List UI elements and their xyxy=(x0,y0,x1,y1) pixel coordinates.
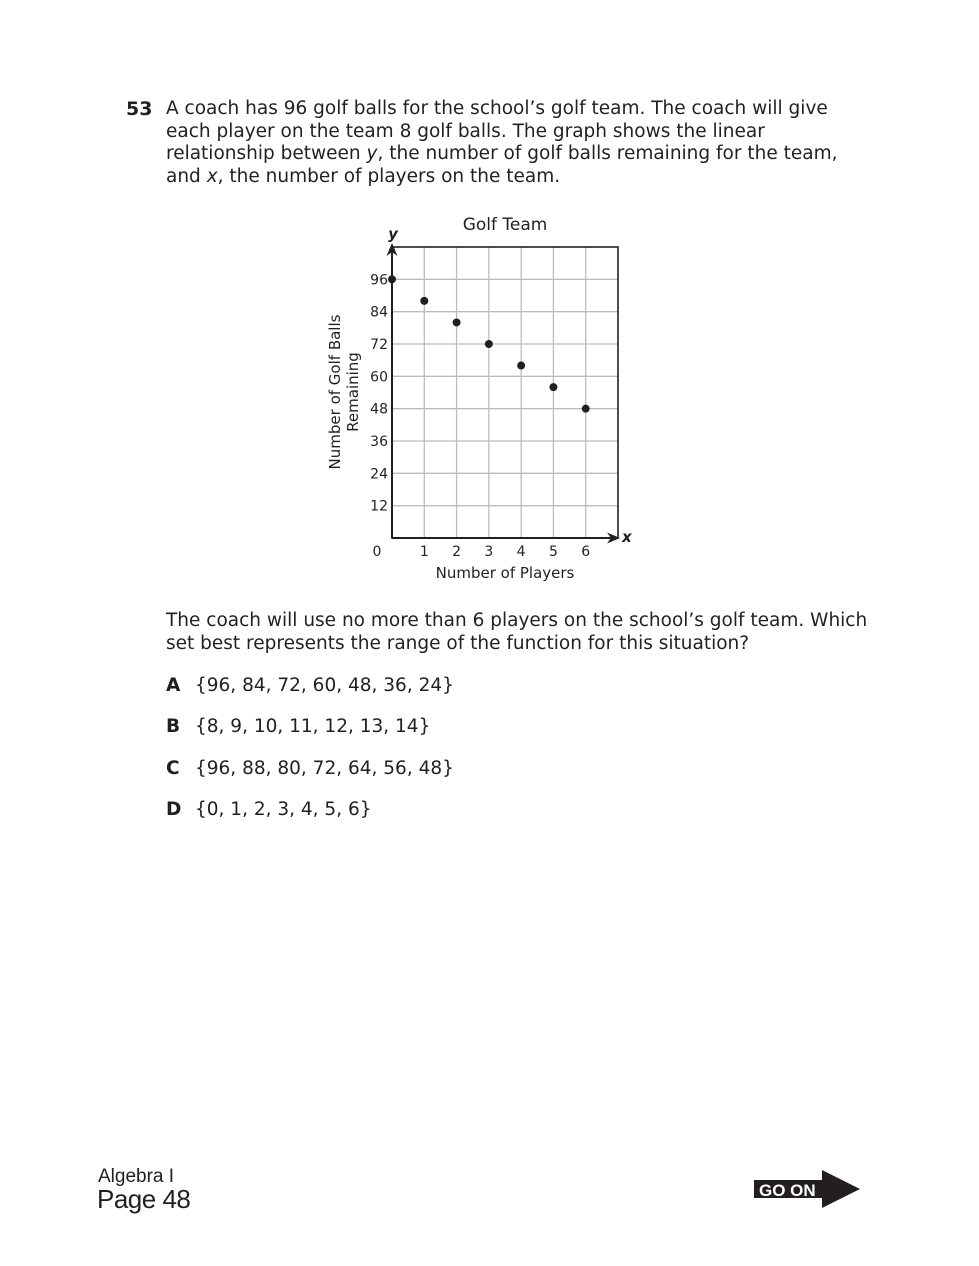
data-point xyxy=(420,297,428,305)
footer-subject: Algebra I xyxy=(98,1166,175,1187)
go-on-arrow xyxy=(754,1170,862,1208)
stem-var-x: x xyxy=(206,166,218,188)
footer-page-number: Page 48 xyxy=(97,1184,191,1214)
data-point xyxy=(517,362,525,370)
data-point xyxy=(582,405,590,413)
y-tick-label: 48 xyxy=(370,401,388,418)
x-tick-labels xyxy=(420,544,590,560)
x-tick-label: 4 xyxy=(516,544,526,560)
x-axis-var: x xyxy=(622,528,632,546)
origin-label: 0 xyxy=(372,544,382,560)
x-tick-label: 6 xyxy=(581,544,591,560)
y-tick-label: 60 xyxy=(370,369,388,386)
question-number: 53 xyxy=(126,98,153,120)
y-axis xyxy=(387,243,398,538)
choice-c-text: {96, 88, 80, 72, 64, 56, 48} xyxy=(195,758,454,779)
data-point xyxy=(485,340,493,348)
choice-b[interactable] xyxy=(166,716,430,738)
y-axis-var: y xyxy=(388,225,398,243)
choice-d[interactable] xyxy=(166,799,372,821)
choice-b-text: {8, 9, 10, 11, 12, 13, 14} xyxy=(195,716,431,737)
chart-title: Golf Team xyxy=(462,215,548,235)
stem-text-1: A coach has 96 golf balls for the school’s golf team. The coach will give each player on the team 8 golf balls. The graph shows the linear relationship between xyxy=(166,98,828,165)
data-point xyxy=(388,275,396,283)
choice-b-letter: B xyxy=(166,716,181,737)
choice-d-text: {0, 1, 2, 3, 4, 5, 6} xyxy=(195,799,372,820)
question-prompt: The coach will use no more than 6 players on the school’s golf team. Which set best represents the range of the function for this situation? xyxy=(166,610,868,654)
x-tick-label: 3 xyxy=(484,544,494,560)
choice-c[interactable] xyxy=(166,758,454,780)
y-tick-label: 36 xyxy=(370,434,388,450)
choice-a[interactable] xyxy=(166,675,454,697)
y-axis-label-line1: Number of Golf Balls xyxy=(326,314,344,470)
stem-text-3: , the number of players on the team. xyxy=(217,166,561,188)
y-tick-label: 24 xyxy=(370,466,388,483)
y-tick-label: 84 xyxy=(370,304,388,321)
x-axis-label: Number of Players xyxy=(435,564,575,582)
choice-a-letter: A xyxy=(166,675,181,696)
choice-c-letter: C xyxy=(166,758,180,779)
golf-team-chart xyxy=(318,208,648,588)
y-tick-label: 12 xyxy=(370,498,388,515)
choice-a-text: {96, 84, 72, 60, 48, 36, 24} xyxy=(195,675,454,696)
choice-d-letter: D xyxy=(166,799,182,820)
data-point xyxy=(453,318,461,326)
y-axis-label-line2: Remaining xyxy=(344,352,362,432)
x-tick-label: 2 xyxy=(452,544,462,560)
question-stem xyxy=(166,98,866,189)
y-tick-label: 72 xyxy=(370,337,388,353)
stem-text-2: , the number of golf balls remaining for the team, and xyxy=(166,143,838,188)
y-tick-labels xyxy=(370,272,388,514)
x-tick-label: 5 xyxy=(548,544,558,560)
go-on-label: GO ON xyxy=(759,1181,816,1200)
stem-var-y: y xyxy=(366,143,378,165)
data-point xyxy=(549,383,557,391)
plot-frame xyxy=(392,247,618,538)
x-tick-label: 1 xyxy=(419,544,429,560)
chart-grid xyxy=(392,247,618,538)
y-tick-label: 96 xyxy=(370,272,388,289)
